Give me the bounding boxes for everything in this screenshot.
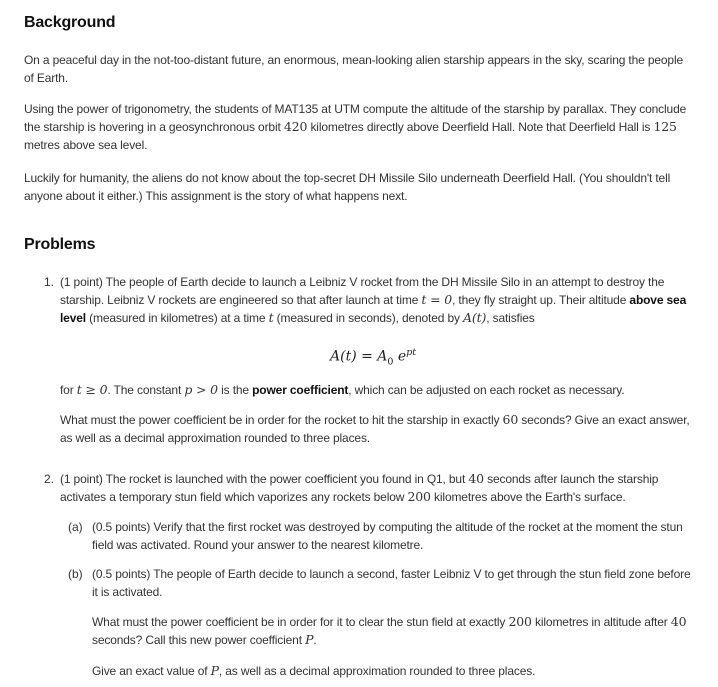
q1-number: 1. — [44, 275, 55, 289]
background-heading: Background — [24, 14, 116, 31]
q2-part-b-give: Give an exact value of P, as well as a decimal approximation rounded to three places. — [92, 663, 536, 678]
background-paragraph-2: Using the power of trigonometry, the students of MAT135 at UTM compute the altitude of the starship by parallax. They conclude the starship is hovering in a geosynchronous orbit 420 kilometres directly above Deerfield Hall. Note that Deerfield Hall is 125 metres above sea level. — [24, 102, 687, 152]
q2-part-a-text: (0.5 points) Verify that the first rocket was destroyed by computing the altitude of the rocket at the moment the stun field was activated. Round your answer to the nearest kilometre. — [92, 520, 683, 552]
q2-intro: (1 point) The rocket is launched with the power coefficient you found in Q1, but 40 seconds after launch the starship activates a temporary stun field which vaporizes any rockets below 200 kilometres above the Earth's surface. — [60, 471, 659, 504]
background-paragraph-3: Luckily for humanity, the aliens do not know about the top-secret DH Missile Silo underneath Deerfield Hall. (You shouldn't tell anyone about it either.) This assignment is the story of what happens next. — [24, 171, 671, 203]
q2-part-b-label: (b) — [68, 567, 83, 581]
background-paragraph-1: On a peaceful day in the not-too-distant future, an enormous, mean-looking alien starship appears in the sky, scaring the people of Earth. — [24, 53, 683, 85]
q2-part-b-text: (0.5 points) The people of Earth decide to launch a second, faster Leibniz V to get through the stun field zone before it is activated. — [92, 567, 691, 599]
q1-question: What must the power coefficient be in order for the rocket to hit the starship in exactly 60 seconds? Give an exact answer, as well as a decimal approximation rounded to three places. — [60, 412, 690, 445]
q1-intro: (1 point) The people of Earth decide to launch a Leibniz V rocket from the DH Missile Silo in an attempt to destroy the starship. Leibniz V rockets are engineered so that after launch at time t = 0, they fly straight up. Their altitude above sea level (measured in kilometres) at a time t (measured in seconds), denoted by A(t), satisfies — [60, 275, 687, 325]
q1-constant-text: for t ≥ 0. The constant p > 0 is the power coefficient, which can be adjusted on each rocket as necessary. — [60, 382, 625, 397]
q2-part-a-label: (a) — [68, 520, 83, 534]
q2-number: 2. — [44, 472, 55, 486]
q2-part-b-question: What must the power coefficient be in order for it to clear the stun field at exactly 200 kilometres in altitude after 40 seconds? Call this new power coefficient P. — [92, 614, 687, 647]
q1-equation: $A(t) = A_0$ $e^{pt}$ — [330, 347, 417, 368]
problems-heading: Problems — [24, 236, 96, 253]
